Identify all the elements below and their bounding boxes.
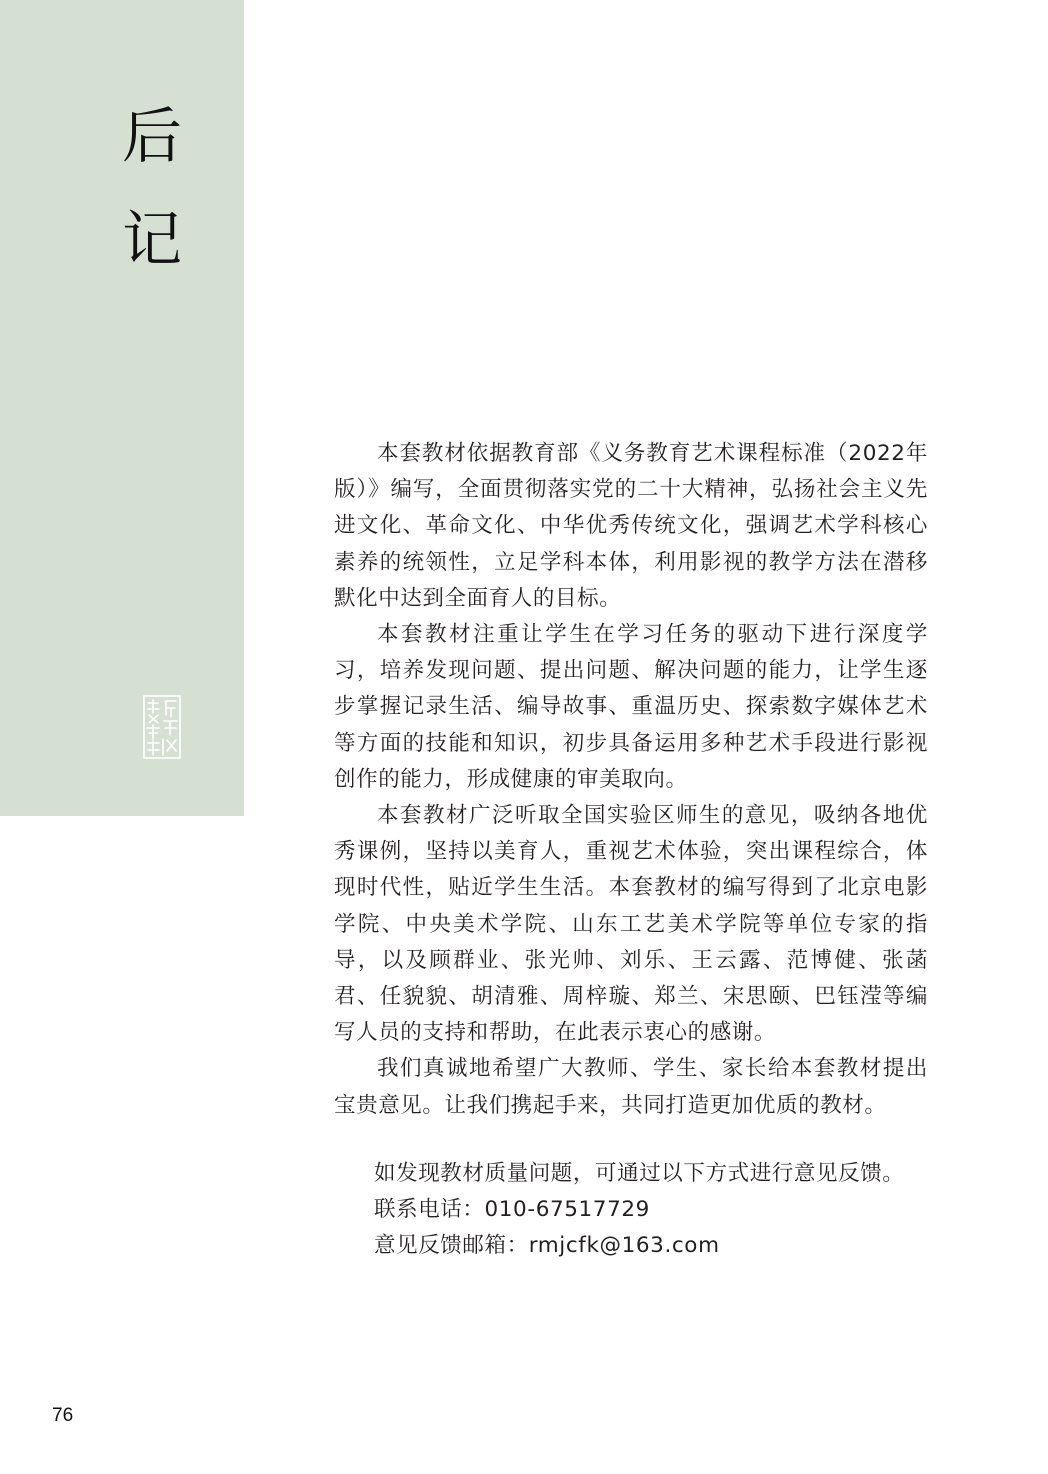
afterword-body (334, 436, 928, 1124)
title-sidebar (0, 0, 244, 816)
body-paragraph-1: 本套教材依据教育部《义务教育艺术课程标准（2022年版）》编写，全面贯彻落实党的二十大精神，弘扬社会主义先进文化、革命文化、中华优秀传统文化，强调艺术学科核心素养的统领性，立足学科本体，利用影视的教学方法在潜移默化中达到全面育人的目标。 (334, 441, 928, 611)
art-seal-icon (143, 695, 181, 759)
contact-phone: 联系电话：010-67517729 (374, 1197, 650, 1223)
page-title-char-1: 后 (122, 102, 182, 172)
body-paragraph-3: 本套教材广泛听取全国实验区师生的意见，吸纳各地优秀课例，坚持以美育人，重视艺术体验，突出课程综合，体现时代性，贴近学生生活。本套教材的编写得到了北京电影学院、中央美术学院、山东工艺美术学院等单位专家的指导，以及顾群业、张光帅、刘乐、王云露、范博健、张菡君、任貌貌、胡清雅、周梓璇、郑兰、宋思颐、巴钰滢等编写人员的支持和帮助，在此表示衷心的感谢。 (334, 803, 928, 1046)
page-title-char-2: 记 (122, 205, 182, 275)
feedback-intro: 如发现教材质量问题，可通过以下方式进行意见反馈。 (374, 1161, 905, 1186)
body-paragraph-2: 本套教材注重让学生在学习任务的驱动下进行深度学习，培养发现问题、提出问题、解决问题的能力，让学生逐步掌握记录生活、编导故事、重温历史、探索数字媒体艺术等方面的技能和知识，初步具备运用多种艺术手段进行影视创作的能力，形成健康的审美取向。 (334, 622, 928, 792)
contact-email: 意见反馈邮箱：rmjcfk@163.com (374, 1233, 720, 1259)
body-paragraph-4: 我们真诚地希望广大教师、学生、家长给本套教材提出宝贵意见。让我们携起手来，共同打造更加优质的教材。 (334, 1056, 928, 1118)
feedback-contact (334, 1156, 928, 1265)
page-number: 76 (52, 1405, 74, 1426)
